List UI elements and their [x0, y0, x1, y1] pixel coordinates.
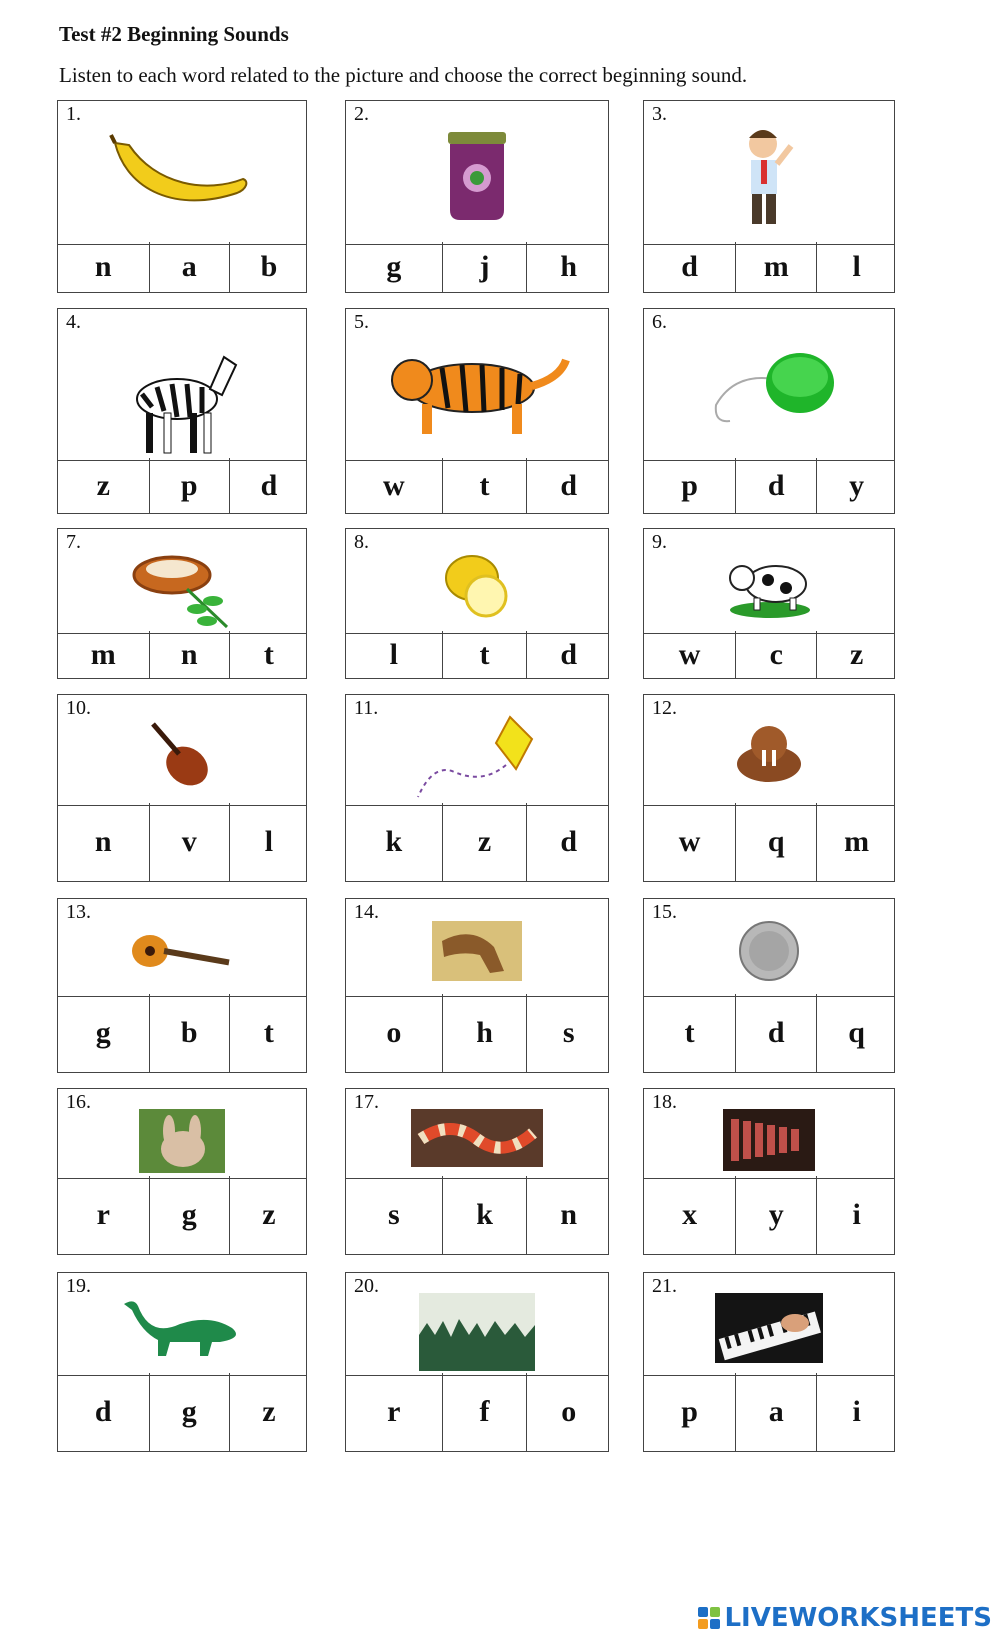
question-card: [57, 528, 307, 679]
answer-option[interactable]: q: [736, 803, 817, 881]
answer-option[interactable]: z: [262, 1198, 276, 1231]
question-card: [345, 528, 609, 679]
answer-option[interactable]: n: [58, 803, 150, 881]
instructions: Listen to each word related to the picture and choose the correct beginning sound.: [59, 63, 748, 87]
answer-option[interactable]: w: [644, 631, 736, 678]
answer-option[interactable]: t: [443, 458, 528, 513]
question-number: 13.: [66, 901, 91, 923]
picture-area: [644, 899, 894, 997]
worksheet-title: Test #2 Beginning Sounds: [59, 22, 289, 46]
question-card: [57, 100, 307, 293]
answer-option[interactable]: x: [644, 1176, 736, 1254]
violin-icon: [147, 718, 217, 795]
answer-option[interactable]: d: [260, 468, 278, 502]
question-number: 2.: [354, 103, 369, 125]
answer-option[interactable]: l: [346, 631, 443, 678]
picture-area: [58, 899, 306, 997]
question-card: [345, 308, 609, 514]
question-card: [57, 308, 307, 514]
liveworksheets-logo: [698, 1603, 992, 1633]
picture-area: [346, 529, 608, 634]
answer-option[interactable]: d: [560, 825, 578, 858]
answer-option[interactable]: w: [346, 458, 443, 513]
answer-option[interactable]: c: [736, 631, 817, 678]
answer-option[interactable]: z: [262, 1395, 276, 1428]
question-number: 21.: [652, 1275, 677, 1297]
answer-option[interactable]: h: [560, 250, 578, 283]
question-number: 17.: [354, 1091, 379, 1113]
answer-option[interactable]: a: [736, 1373, 817, 1451]
picture-area: [644, 101, 894, 245]
answer-option[interactable]: g: [58, 994, 150, 1072]
banana-icon: [107, 131, 257, 226]
answer-option[interactable]: a: [150, 242, 230, 292]
question-number: 5.: [354, 311, 369, 333]
question-number: 4.: [66, 311, 81, 333]
answer-option[interactable]: t: [263, 637, 274, 671]
answer-option[interactable]: k: [443, 1176, 528, 1254]
question-number: 10.: [66, 697, 91, 719]
question-number: 20.: [354, 1275, 379, 1297]
rabbit-photo-icon: [139, 1109, 225, 1178]
question-number: 6.: [652, 311, 667, 333]
answer-option[interactable]: f: [443, 1373, 528, 1451]
answer-option[interactable]: b: [260, 250, 278, 283]
picture-area: [58, 309, 306, 461]
answer-option[interactable]: g: [150, 1373, 230, 1451]
logo-mark-icon: [698, 1607, 720, 1629]
answer-option[interactable]: w: [644, 803, 736, 881]
question-card: [57, 1272, 307, 1452]
question-card: [57, 898, 307, 1073]
guitar-icon: [130, 927, 234, 980]
answer-option[interactable]: t: [263, 1016, 274, 1049]
question-number: 9.: [652, 531, 667, 553]
answer-option[interactable]: m: [736, 242, 817, 292]
answer-option[interactable]: z: [443, 803, 528, 881]
answer-option[interactable]: t: [443, 631, 528, 678]
picture-area: [346, 1089, 608, 1179]
answer-option[interactable]: p: [150, 458, 230, 513]
answer-option[interactable]: p: [644, 458, 736, 513]
walrus-icon: [734, 722, 804, 791]
question-number: 15.: [652, 901, 677, 923]
cow-icon: [724, 550, 814, 625]
question-card: [57, 1088, 307, 1255]
question-card: [345, 1088, 609, 1255]
question-number: 3.: [652, 103, 667, 125]
answer-option[interactable]: m: [844, 825, 870, 858]
question-card: [643, 1272, 895, 1452]
picture-area: [58, 529, 306, 634]
picture-area: [58, 1089, 306, 1179]
picture-area: [346, 899, 608, 997]
question-card: [345, 100, 609, 293]
question-number: 12.: [652, 697, 677, 719]
answer-option[interactable]: d: [58, 1373, 150, 1451]
picture-area: [644, 529, 894, 634]
answer-option[interactable]: j: [443, 242, 528, 292]
zebra-icon: [122, 329, 242, 462]
answer-option[interactable]: l: [264, 825, 274, 858]
answer-option[interactable]: y: [736, 1176, 817, 1254]
answer-option[interactable]: z: [849, 637, 864, 671]
question-card: [643, 308, 895, 514]
picture-area: [644, 1089, 894, 1179]
answer-option[interactable]: q: [848, 1016, 865, 1049]
picture-area: [346, 309, 608, 461]
answer-option[interactable]: d: [644, 242, 736, 292]
answer-option[interactable]: h: [443, 994, 528, 1072]
answer-option[interactable]: v: [150, 803, 230, 881]
question-number: 16.: [66, 1091, 91, 1113]
question-number: 19.: [66, 1275, 91, 1297]
answer-option[interactable]: m: [58, 631, 150, 678]
answer-option[interactable]: z: [58, 458, 150, 513]
answer-option[interactable]: d: [736, 994, 817, 1072]
answer-option[interactable]: k: [346, 803, 443, 881]
question-card: [643, 528, 895, 679]
picture-area: [644, 695, 894, 806]
quarter-coin-icon: [738, 920, 800, 987]
horse-photo-icon: [432, 921, 522, 986]
answer-option[interactable]: p: [644, 1373, 736, 1451]
question-number: 18.: [652, 1091, 677, 1113]
answer-option[interactable]: r: [346, 1373, 443, 1451]
picture-area: [58, 101, 306, 245]
question-card: [643, 100, 895, 293]
brand-name: LIVEWORKSHEETS: [724, 1603, 992, 1633]
answer-option[interactable]: g: [346, 242, 443, 292]
yoyo-icon: [704, 343, 834, 438]
question-number: 8.: [354, 531, 369, 553]
man-icon: [739, 124, 799, 233]
picture-area: [346, 695, 608, 806]
answer-option[interactable]: o: [561, 1395, 577, 1428]
picture-area: [346, 1273, 608, 1376]
answer-option[interactable]: l: [852, 250, 861, 283]
picture-area: [346, 101, 608, 245]
kite-icon: [412, 715, 542, 808]
question-card: [643, 1088, 895, 1255]
question-number: 14.: [354, 901, 379, 923]
picture-area: [58, 695, 306, 806]
picture-area: [644, 1273, 894, 1376]
answer-option[interactable]: d: [560, 637, 578, 671]
tiger-icon: [382, 338, 572, 443]
answer-option[interactable]: i: [852, 1395, 861, 1428]
answer-option[interactable]: o: [346, 994, 443, 1072]
picture-area: [58, 1273, 306, 1376]
lemon-icon: [442, 550, 512, 625]
answer-option[interactable]: g: [150, 1176, 230, 1254]
question-card: [643, 694, 895, 882]
answer-option[interactable]: n: [150, 631, 230, 678]
question-number: 11.: [354, 697, 379, 719]
question-card: [57, 694, 307, 882]
question-card: [345, 898, 609, 1073]
answer-option[interactable]: s: [562, 1016, 575, 1049]
answer-option[interactable]: r: [58, 1176, 150, 1254]
answer-option[interactable]: s: [346, 1176, 443, 1254]
snake-photo-icon: [411, 1109, 543, 1172]
xylophone-photo-icon: [723, 1109, 815, 1176]
piano-photo-icon: [715, 1293, 823, 1368]
question-card: [643, 898, 895, 1073]
answer-option[interactable]: i: [852, 1198, 861, 1231]
answer-option[interactable]: b: [150, 994, 230, 1072]
answer-option[interactable]: d: [736, 458, 817, 513]
answer-option[interactable]: y: [849, 468, 865, 502]
answer-option[interactable]: d: [560, 468, 578, 502]
answer-option[interactable]: t: [644, 994, 736, 1072]
question-number: 7.: [66, 531, 81, 553]
question-card: [345, 1272, 609, 1452]
jam-jar-icon: [442, 130, 512, 227]
picture-area: [644, 309, 894, 461]
forest-photo-icon: [419, 1293, 535, 1376]
dinosaur-icon: [120, 1298, 244, 1363]
answer-option[interactable]: n: [58, 242, 150, 292]
answer-option[interactable]: n: [560, 1198, 578, 1231]
question-card: [345, 694, 609, 882]
question-number: 1.: [66, 103, 81, 125]
nest-icon: [127, 549, 237, 636]
